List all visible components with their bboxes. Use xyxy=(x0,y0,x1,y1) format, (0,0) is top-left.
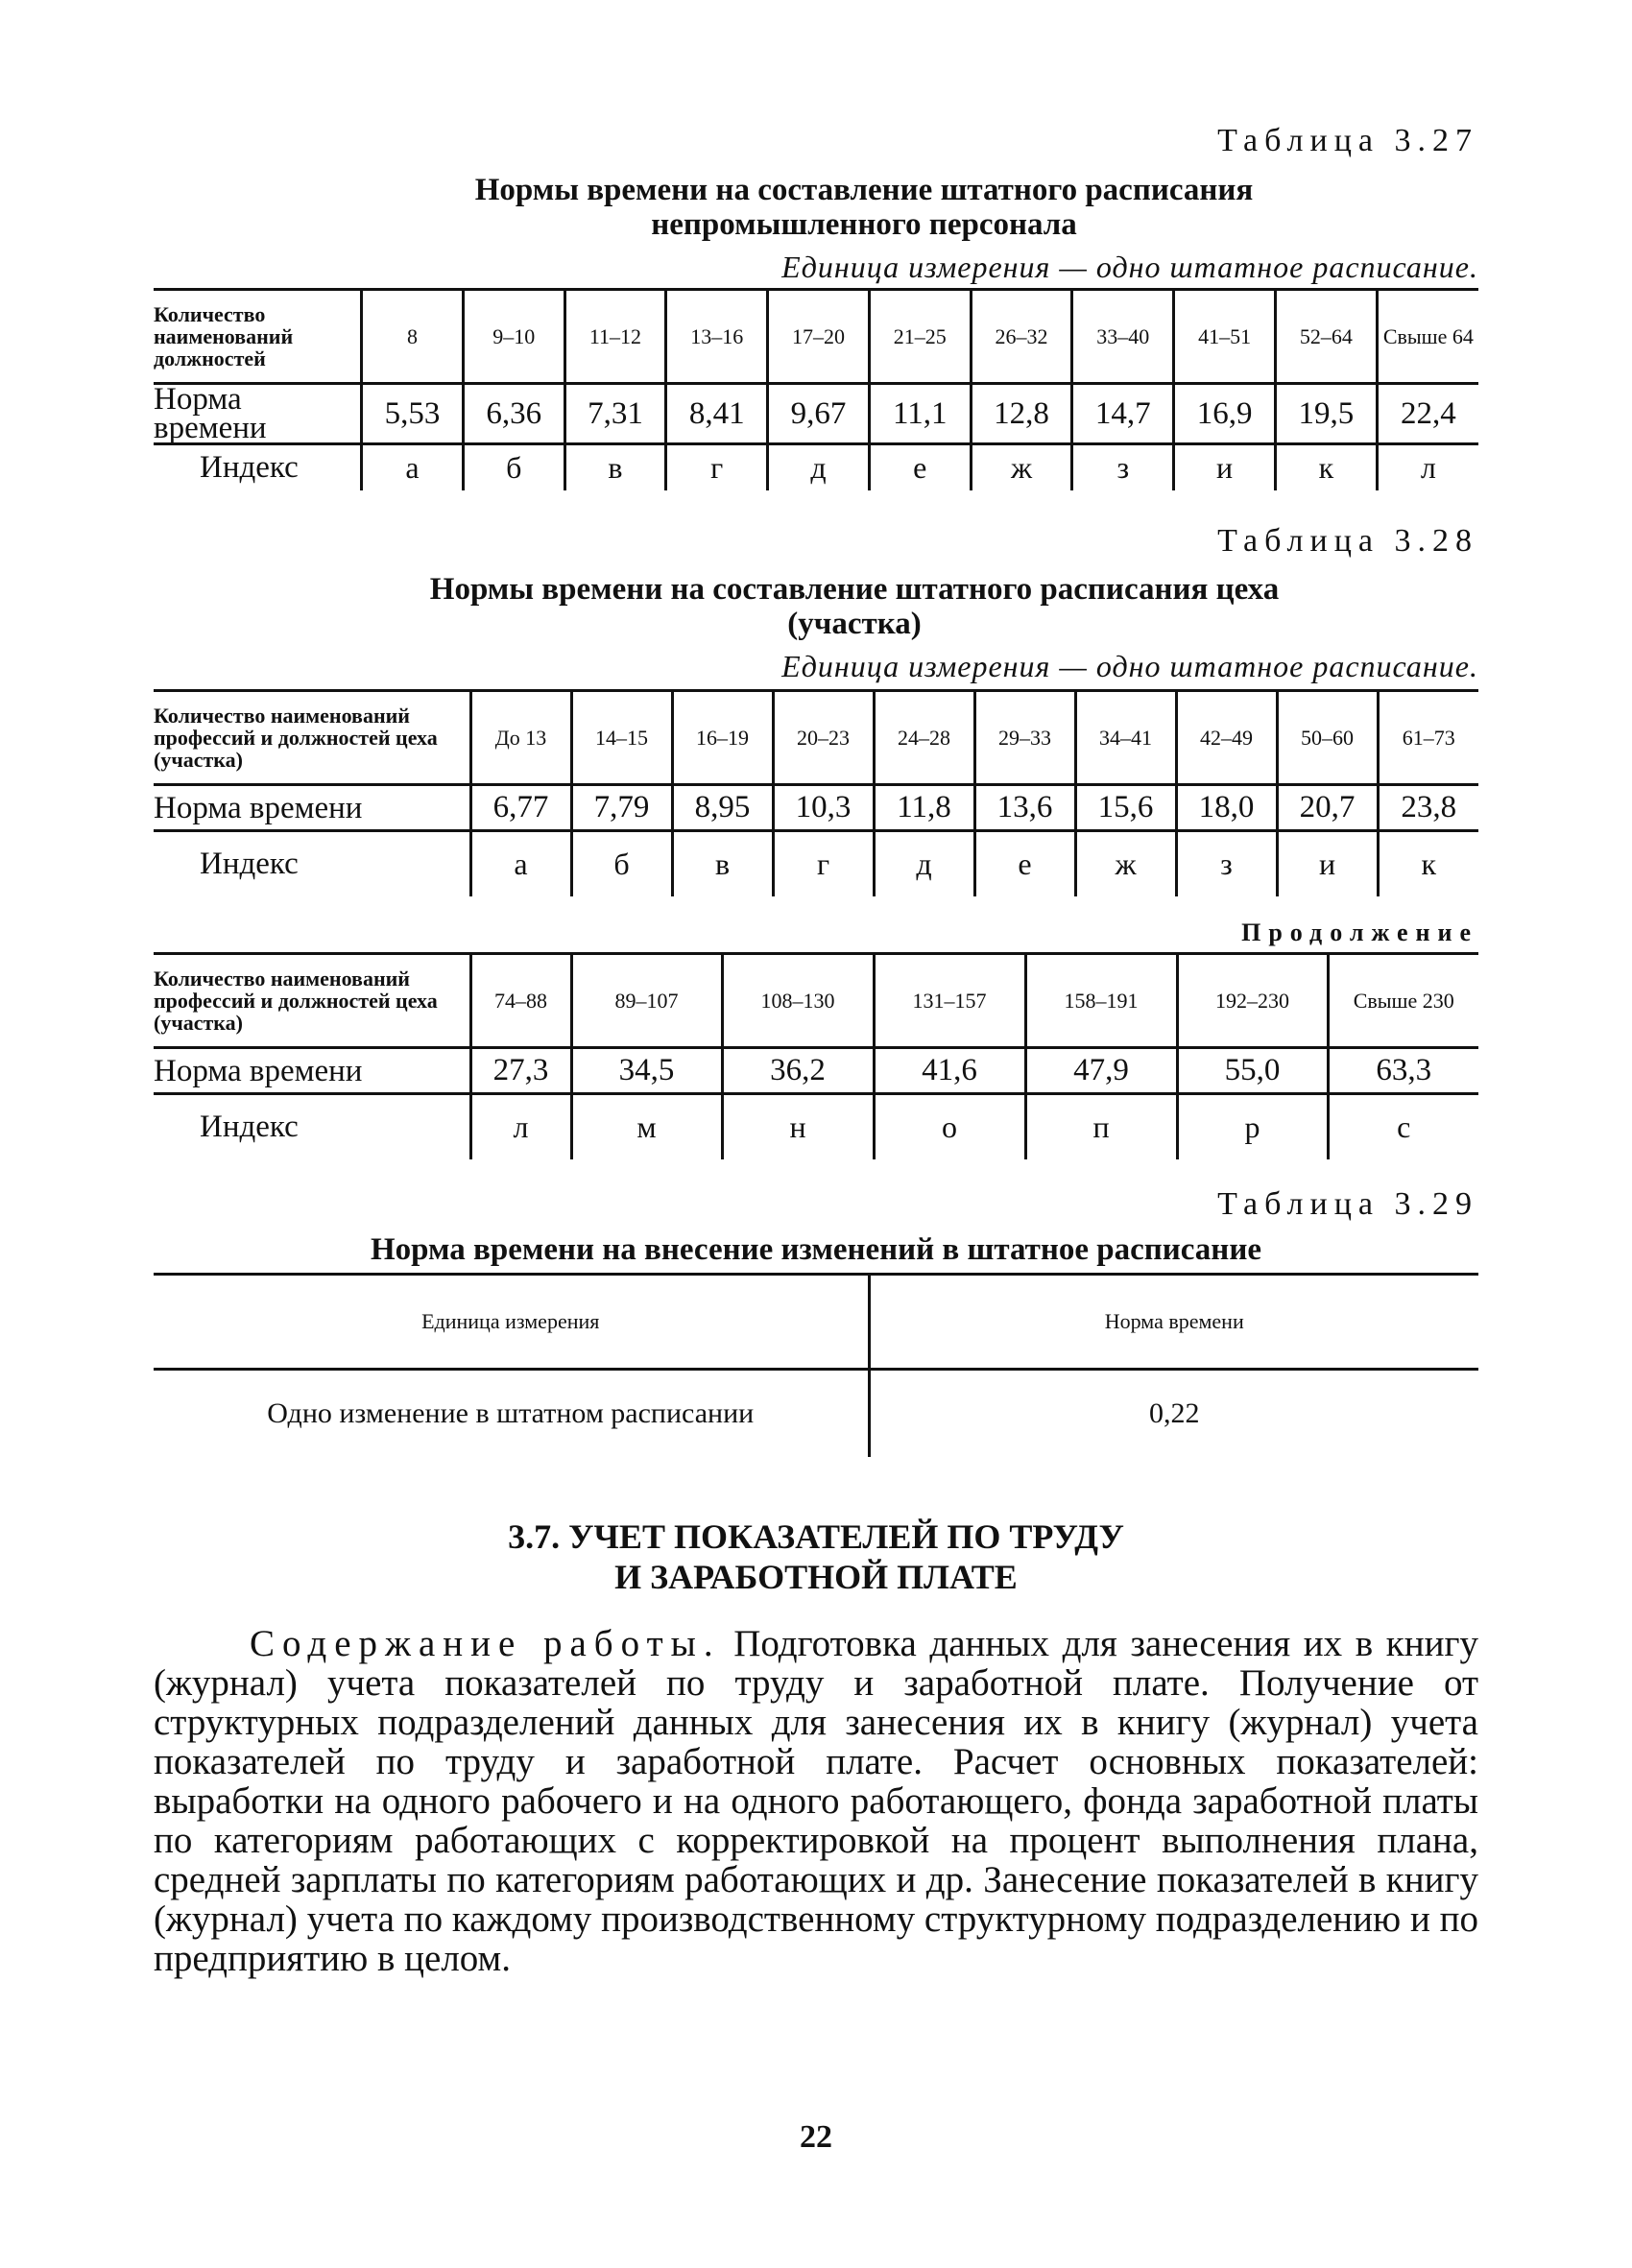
section-title-line-2: И ЗАРАБОТНОЙ ПЛАТЕ xyxy=(614,1558,1018,1596)
cell-index: д xyxy=(768,444,870,490)
cell-index: б xyxy=(463,444,564,490)
cell-range: 131–157 xyxy=(874,954,1025,1048)
cell-norm: 14,7 xyxy=(1072,384,1174,444)
cell-index: а xyxy=(362,444,464,490)
cell-index: и xyxy=(1174,444,1276,490)
table-3-28 xyxy=(154,689,1478,896)
cell-range: 26–32 xyxy=(971,290,1072,384)
cell-range: 33–40 xyxy=(1072,290,1174,384)
cell-norm: 19,5 xyxy=(1275,384,1377,444)
cell-norm: 11,1 xyxy=(869,384,971,444)
row-label-count: Количество наименований профессий и должностей цеха (участка) xyxy=(154,954,470,1048)
cell-norm: 55,0 xyxy=(1177,1048,1328,1094)
cell-range: 158–191 xyxy=(1025,954,1177,1048)
table-3-28-title: Нормы времени на составление штатного расписания цеха (участка) xyxy=(429,572,1280,641)
cell-norm: 6,77 xyxy=(470,785,571,831)
table-row-index xyxy=(154,831,1478,896)
section-text: Подготовка данных для занесения их в книгу (журнал) учета показателей по труду и заработной плате. Получение от структурных подразделений данных для занесения их в книгу (журнал) учета показателей по труду и заработной плате. Расчет основных показателей: выработки на одного рабочего и на одного работающего, фонда заработной платы по категориям работающих с корректировкой на процент выполнения плана, средней зарплаты по категориям работающих и др. Занесение показателей в книгу (журнал) учета по каждому производственному структурному подразделению и по предприятию в целом. xyxy=(154,1623,1478,1979)
table-3-27-title: Нормы времени на составление штатного расписания непромышленного персонала xyxy=(474,173,1254,242)
cell-index: м xyxy=(571,1094,722,1159)
cell-index: г xyxy=(666,444,768,490)
cell-index: о xyxy=(874,1094,1025,1159)
table-row-norm xyxy=(154,1048,1478,1094)
cell-norm: 8,95 xyxy=(672,785,773,831)
cell-range: 16–19 xyxy=(672,691,773,785)
section-lead: Содержание работы. xyxy=(250,1623,721,1664)
cell-index: к xyxy=(1378,831,1478,896)
cell-norm: 27,3 xyxy=(470,1048,571,1094)
cell-range: 192–230 xyxy=(1177,954,1328,1048)
cell-norm: 47,9 xyxy=(1025,1048,1177,1094)
cell-range: 89–107 xyxy=(571,954,722,1048)
header-unit: Единица измерения xyxy=(154,1275,869,1370)
table-3-28-continuation xyxy=(154,952,1478,1159)
row-label-index: Индекс xyxy=(200,449,299,485)
cell-range: 13–16 xyxy=(666,290,768,384)
header-norm: Норма времени xyxy=(869,1275,1478,1370)
cell-index: с xyxy=(1328,1094,1478,1159)
table-row-index xyxy=(154,1094,1478,1159)
cell-norm: 11,8 xyxy=(874,785,974,831)
page-number: 22 xyxy=(800,2119,832,2155)
table-row xyxy=(154,1370,1478,1458)
cell-norm: 20,7 xyxy=(1277,785,1378,831)
cell-index: р xyxy=(1177,1094,1328,1159)
cell-index: г xyxy=(773,831,874,896)
table-3-27-unit: Единица измерения — одно штатное расписание. xyxy=(781,250,1478,284)
cell-index: в xyxy=(564,444,666,490)
row-label-count: Количество наименований профессий и должностей цеха (участка) xyxy=(154,691,470,785)
row-label-norm: Норма времени xyxy=(154,785,470,831)
cell-index: л xyxy=(470,1094,571,1159)
cell-norm: 9,67 xyxy=(768,384,870,444)
cell-index: з xyxy=(1176,831,1277,896)
cell-index: з xyxy=(1072,444,1174,490)
cell-range: 42–49 xyxy=(1176,691,1277,785)
row-label-index: Индекс xyxy=(200,846,299,881)
cell-norm: 18,0 xyxy=(1176,785,1277,831)
row-label-count: Количество наименований должностей xyxy=(154,290,362,384)
table-3-27-caption: Таблица 3.27 xyxy=(1217,123,1478,158)
cell-norm: 63,3 xyxy=(1328,1048,1478,1094)
cell-range: 50–60 xyxy=(1277,691,1378,785)
cell-range: 52–64 xyxy=(1275,290,1377,384)
cell-index: а xyxy=(470,831,571,896)
cell-norm: 13,6 xyxy=(974,785,1075,831)
cell-index: б xyxy=(571,831,672,896)
cell-range: 61–73 xyxy=(1378,691,1478,785)
row-label-norm: Норма времени xyxy=(154,384,362,444)
cell-norm: 12,8 xyxy=(971,384,1072,444)
cell-norm: 15,6 xyxy=(1075,785,1176,831)
cell-index: ж xyxy=(971,444,1072,490)
cell-index: н xyxy=(722,1094,874,1159)
cell-range: 34–41 xyxy=(1075,691,1176,785)
cell-range: 29–33 xyxy=(974,691,1075,785)
continuation-label: Продолжение xyxy=(1241,919,1478,946)
cell-norm: 41,6 xyxy=(874,1048,1025,1094)
cell-range: 17–20 xyxy=(768,290,870,384)
table-3-28-unit: Единица измерения — одно штатное расписание. xyxy=(781,649,1478,683)
section-title xyxy=(154,1516,1478,1597)
table-3-29-caption: Таблица 3.29 xyxy=(1217,1186,1478,1222)
table-row-norm xyxy=(154,785,1478,831)
cell-index: ж xyxy=(1075,831,1176,896)
cell-range: 24–28 xyxy=(874,691,974,785)
table-row-range xyxy=(154,290,1478,384)
table-3-29-title: Норма времени на внесение изменений в штатное расписание xyxy=(371,1232,1261,1267)
table-row-range xyxy=(154,954,1478,1048)
table-row-norm xyxy=(154,384,1478,444)
cell-range: 14–15 xyxy=(571,691,672,785)
cell-unit: Одно изменение в штатном расписании xyxy=(267,1397,755,1429)
cell-index: в xyxy=(672,831,773,896)
section-paragraph xyxy=(154,1624,1478,1978)
cell-range: 11–12 xyxy=(564,290,666,384)
cell-norm: 23,8 xyxy=(1378,785,1478,831)
cell-range: 8 xyxy=(362,290,464,384)
cell-norm: 34,5 xyxy=(571,1048,722,1094)
cell-norm: 10,3 xyxy=(773,785,874,831)
cell-range: Свыше 230 xyxy=(1328,954,1478,1048)
cell-index: е xyxy=(974,831,1075,896)
cell-norm: 5,53 xyxy=(362,384,464,444)
cell-range: Свыше 64 xyxy=(1377,290,1478,384)
cell-range: 20–23 xyxy=(773,691,874,785)
section-title-line-1: 3.7. УЧЕТ ПОКАЗАТЕЛЕЙ ПО ТРУДУ xyxy=(508,1517,1124,1556)
cell-index: и xyxy=(1277,831,1378,896)
row-label-norm: Норма времени xyxy=(154,1048,470,1094)
table-row-index xyxy=(154,444,1478,490)
cell-norm: 7,31 xyxy=(564,384,666,444)
cell-range: 21–25 xyxy=(869,290,971,384)
cell-index: к xyxy=(1275,444,1377,490)
table-3-28-caption: Таблица 3.28 xyxy=(1217,523,1478,559)
cell-index: е xyxy=(869,444,971,490)
cell-norm: 0,22 xyxy=(869,1370,1478,1458)
cell-range: 41–51 xyxy=(1174,290,1276,384)
cell-range: 74–88 xyxy=(470,954,571,1048)
cell-range: До 13 xyxy=(470,691,571,785)
table-3-29 xyxy=(154,1273,1478,1457)
row-label-index: Индекс xyxy=(200,1109,299,1144)
table-row-range xyxy=(154,691,1478,785)
cell-norm: 6,36 xyxy=(463,384,564,444)
table-header-row xyxy=(154,1275,1478,1370)
cell-index: л xyxy=(1377,444,1478,490)
cell-norm: 22,4 xyxy=(1377,384,1478,444)
table-3-27 xyxy=(154,288,1478,490)
cell-norm: 8,41 xyxy=(666,384,768,444)
cell-range: 108–130 xyxy=(722,954,874,1048)
cell-index: п xyxy=(1025,1094,1177,1159)
cell-index: д xyxy=(874,831,974,896)
cell-norm: 16,9 xyxy=(1174,384,1276,444)
cell-norm: 7,79 xyxy=(571,785,672,831)
cell-range: 9–10 xyxy=(463,290,564,384)
cell-norm: 36,2 xyxy=(722,1048,874,1094)
